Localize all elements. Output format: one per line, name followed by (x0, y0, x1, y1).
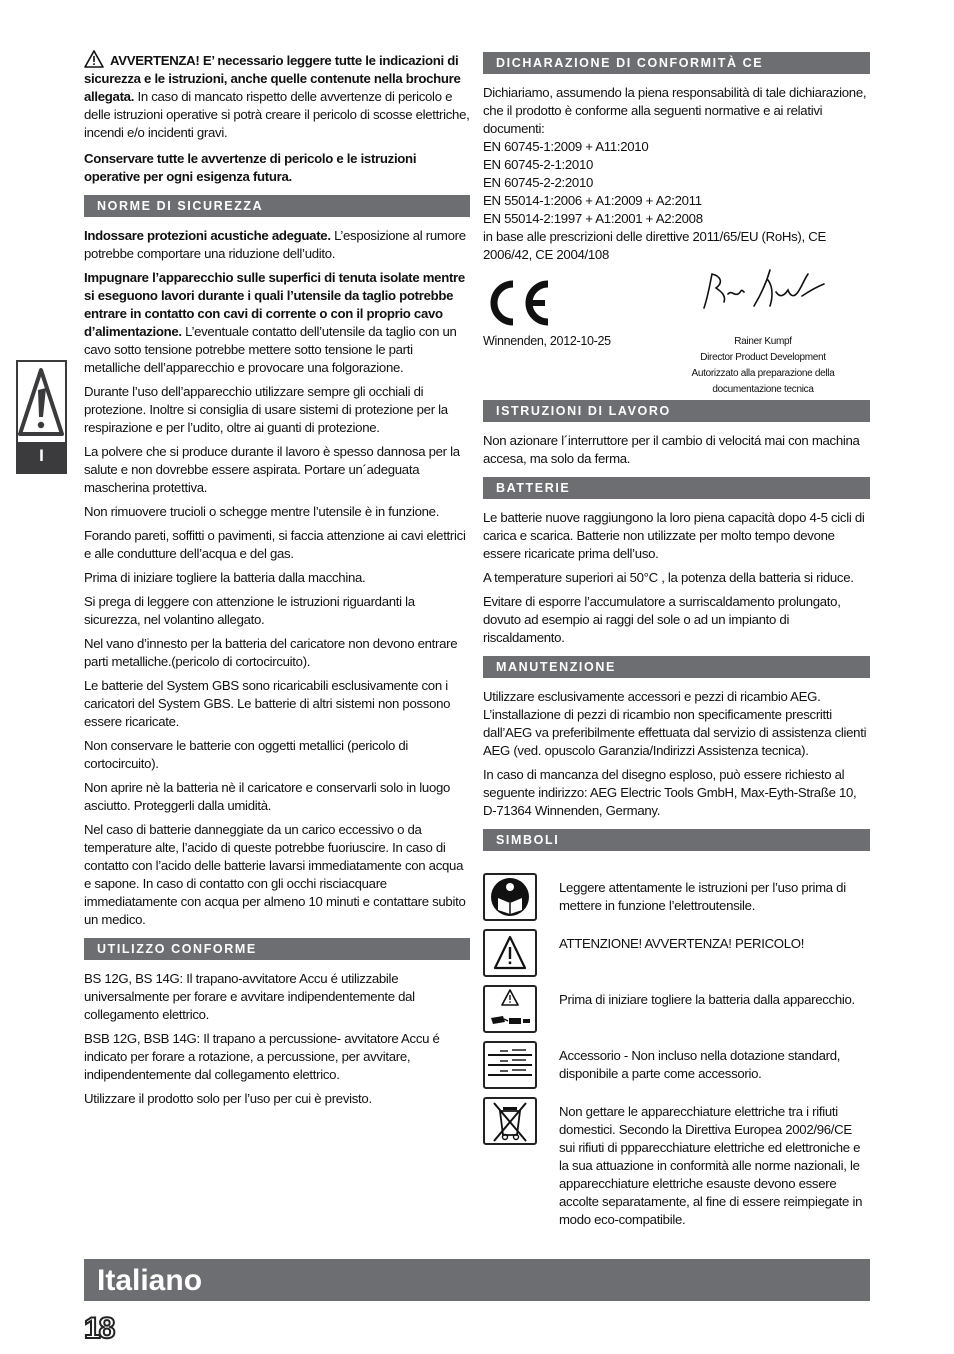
ce-norm: EN 55014-1:2006 + A1:2009 + A2:2011 (483, 193, 702, 208)
page-number: 18 (84, 1312, 114, 1345)
section-simboli: SIMBOLI (483, 829, 870, 851)
remove-battery-icon (487, 988, 533, 1030)
section-istruzioni-lavoro: ISTRUZIONI DI LAVORO (483, 400, 870, 422)
man-p2: In caso di mancanza del disegno esploso, può essere richiesto al seguente indirizzo: AEG Electric Tools GmbH, Max-Eyth-Straße 10, D-71364 Winnenden, Germany. (483, 767, 857, 818)
istr-p1: Non azionare l´interruttore per il cambio di velocitá mai con machina accesa, ma solo da ferma. (483, 433, 860, 466)
keep-instructions: Conservare tutte le avvertenze di pericolo e le istruzioni operative per ogni esigenza futura. (84, 151, 417, 184)
norme-p13: Nel caso di batterie danneggiate da un carico eccessivo o da temperature alte, l’acido di queste potrebbe fuoriuscire. In caso di contatto con l’acido delle batterie lavarsi immediatamente con acqua e sapone. In caso di contatto con gli occhi risciacquare immediatamente con acqua per almeno 10 minuti e contattare subito un medico. (84, 822, 466, 927)
section-batterie: BATTERIE (483, 477, 870, 499)
norme-p11: Non conservare le batterie con oggetti metallici (pericolo di cortocircuito). (84, 738, 409, 771)
norme-p9: Nel vano d’innesto per la batteria del caricatore non devono entrare parti metalliche.(pericolo di cortocircuito). (84, 636, 458, 669)
norme-p3: Durante l’uso dell’apparecchio utilizzare sempre gli occhiali di protezione. Inoltre si consiglia di usare sistemi di protezione per la respirazione e per l’udito, oltre ai guanti di protezione. (84, 384, 448, 435)
symbol-row (483, 873, 870, 921)
batt-p3: Evitare di esporre l’accumulatore a surriscaldamento prolungato, dovuto ad esempio ai raggi del sole o ad un impianto di riscaldamento. (483, 594, 841, 645)
signer-note: Autorizzato alla preparazione della documentazione tecnica (691, 368, 835, 395)
section-utilizzo-conforme: UTILIZZO CONFORME (84, 938, 470, 960)
ce-signature-block (483, 264, 870, 395)
warning-triangle-icon (493, 935, 527, 971)
warning-bold: AVVERTENZA! E’ necessario leggere tutte le indicazioni di sicurezza e le istruzioni, anche quelle contenute nella brochure allegata. (84, 53, 461, 104)
side-warning-icon (18, 362, 65, 442)
signer-block (668, 334, 858, 398)
symbol-box (483, 1097, 537, 1145)
symbol-row (483, 985, 870, 1033)
ce-directives: in base alle prescrizioni delle direttive 2011/65/EU (RoHs), CE 2006/42, CE 2004/108 (483, 229, 826, 262)
ce-norm: EN 60745-1:2009 + A11:2010 (483, 139, 649, 154)
symbol-row (483, 929, 870, 977)
language-side-tab (16, 360, 67, 474)
norme-p2: L’eventuale contatto dell’utensile da taglio con un cavo sotto tensione potrebbe mettere sotto tensione le parti metalliche dell’apparecchio e provocare una folgorazione. (84, 324, 457, 375)
util-p3: Utilizzare il prodotto solo per l’uso per cui è previsto. (84, 1091, 372, 1106)
symbol-text: Leggere attentamente le istruzioni per l’uso prima di mettere in funzione l’elettroutensile. (559, 880, 846, 913)
symbol-box (483, 929, 537, 977)
util-p2: BSB 12G, BSB 14G: Il trapano a percussione- avvitatore Accu é indicato per forare a rotazione, a percussione, per avvitare, indipendentemente dal collegamento elettrico. (84, 1031, 440, 1082)
symbol-text: ATTENZIONE! AVVERTENZA! PERICOLO! (559, 936, 805, 951)
ce-place-date: Winnenden, 2012-10-25 (483, 334, 611, 348)
batt-p2: A temperature superiori ai 50°C , la potenza della batteria si riduce. (483, 570, 854, 585)
section-dichiarazione-ce: DICHARAZIONE DI CONFORMITÀ CE (483, 52, 870, 74)
symbol-box (483, 873, 537, 921)
symbol-box (483, 1041, 537, 1089)
symbol-text: Non gettare le apparecchiature elettriche tra i rifiuti domestici. Secondo la Direttiva Europea 2002/96/CE sui rifiuti di ppparecchiature elettriche ed elettroniche e la sua attuazione in conformità alle norme nazionali, le apparecchiature elettriche esauste devono essere accolte separatamente, al fine di essere reimpiegate in modo eco-compatibile. (559, 1104, 863, 1227)
norme-p6: Forando pareti, soffitti o pavimenti, si faccia attenzione ai cavi elettrici e alle condutture dell’acqua e del gas. (84, 528, 466, 561)
norme-p1: L’esposizione al rumore potrebbe comportare una riduzione dell’udito. (84, 228, 466, 261)
norme-p2-bold: Impugnare l’apparecchio sulle superfici di tenuta isolate mentre si eseguono lavori durante i quali l’utensile da taglio potrebbe entrare in contatto con cavi di corrente o con il proprio cavo d’alimentazione. (84, 270, 465, 339)
warning-paragraph (84, 50, 470, 142)
symbol-text: Prima di iniziare togliere la batteria dalla apparecchio. (559, 992, 855, 1007)
warning-text: In caso di mancato rispetto delle avvertenze di pericolo e delle istruzioni operative si potrà creare il pericolo di scosse elettriche, incendi e/o incidenti gravi. (84, 89, 470, 140)
norme-p12: Non aprire nè la batteria nè il caricatore e conservarli solo in luogo asciutto. Proteggerli dalla umidità. (84, 780, 451, 813)
ce-norm: EN 55014-2:1997 + A1:2001 + A2:2008 (483, 211, 703, 226)
norme-p8: Si prega di leggere con attenzione le istruzioni riguardanti la sicurezza, nel volantino allegato. (84, 594, 415, 627)
norme-p5: Non rimuovere trucioli o schegge mentre l’utensile è in funzione. (84, 504, 440, 519)
left-column (84, 50, 470, 1114)
read-manual-icon (489, 876, 531, 918)
norme-p4: La polvere che si produce durante il lavoro è spesso dannosa per la salute e non dovrebbe essere aspirata. Portare un´adeguata mascherina protettiva. (84, 444, 460, 495)
batt-p1: Le batterie nuove raggiungono la loro piena capacità dopo 4-5 cicli di carica e scarica. Batterie non utilizzate per molto tempo devone essere ricaricate prima dell’uso. (483, 510, 865, 561)
weee-bin-icon (490, 1099, 530, 1143)
symbol-row (483, 1097, 870, 1229)
accessory-icon (486, 1045, 534, 1085)
signer-name: Rainer Kumpf (734, 336, 792, 347)
man-p1: Utilizzare esclusivamente accessori e pezzi di ricambio AEG. L’installazione di pezzi di ricambio non specificamente prescritti dall’AEG va preferibilmente effettuata dal servizio di assistenza clienti AEG (ved. opuscolo Garanzia/Indirizzi Assistenza tecnica). (483, 689, 867, 758)
symbol-row (483, 1041, 870, 1089)
symbol-text: Accessorio - Non incluso nella dotazione standard, disponibile a parte come accessorio. (559, 1048, 841, 1081)
ce-intro: Dichiariamo, assumendo la piena responsabilità di tale dichiarazione, che il prodotto è conforme alla seguenti normative e ai relativi documenti: (483, 85, 867, 136)
norme-p1-bold: Indossare protezioni acustiche adeguate. (84, 228, 331, 243)
norme-p10: Le batterie del System GBS sono ricaricabili esclusivamente con i caricatori del System GBS. Le batterie di altri sistemi non possono essere ricaricate. (84, 678, 451, 729)
signer-title: Director Product Development (700, 352, 826, 363)
language-footer-bar: Italiano (84, 1259, 870, 1301)
signature-icon (698, 266, 833, 314)
symbol-box (483, 985, 537, 1033)
symbols-list (483, 861, 870, 1229)
util-p1: BS 12G, BS 14G: Il trapano-avvitatore Accu é utilizzabile universalmente per forare e avvitare indipendentemente dal collegamento elettrico. (84, 971, 415, 1022)
side-warning-box (16, 360, 67, 444)
ce-norm: EN 60745-2-2:2010 (483, 175, 594, 190)
warning-triangle-icon (84, 50, 104, 68)
side-tab-letter: I (39, 446, 44, 465)
right-column (483, 50, 870, 1237)
section-norme-sicurezza: NORME DI SICUREZZA (84, 195, 470, 217)
ce-norm: EN 60745-2-1:2010 (483, 157, 594, 172)
norme-p7: Prima di iniziare togliere la batteria dalla macchina. (84, 570, 366, 585)
section-manutenzione: MANUTENZIONE (483, 656, 870, 678)
ce-mark-icon (485, 280, 551, 326)
